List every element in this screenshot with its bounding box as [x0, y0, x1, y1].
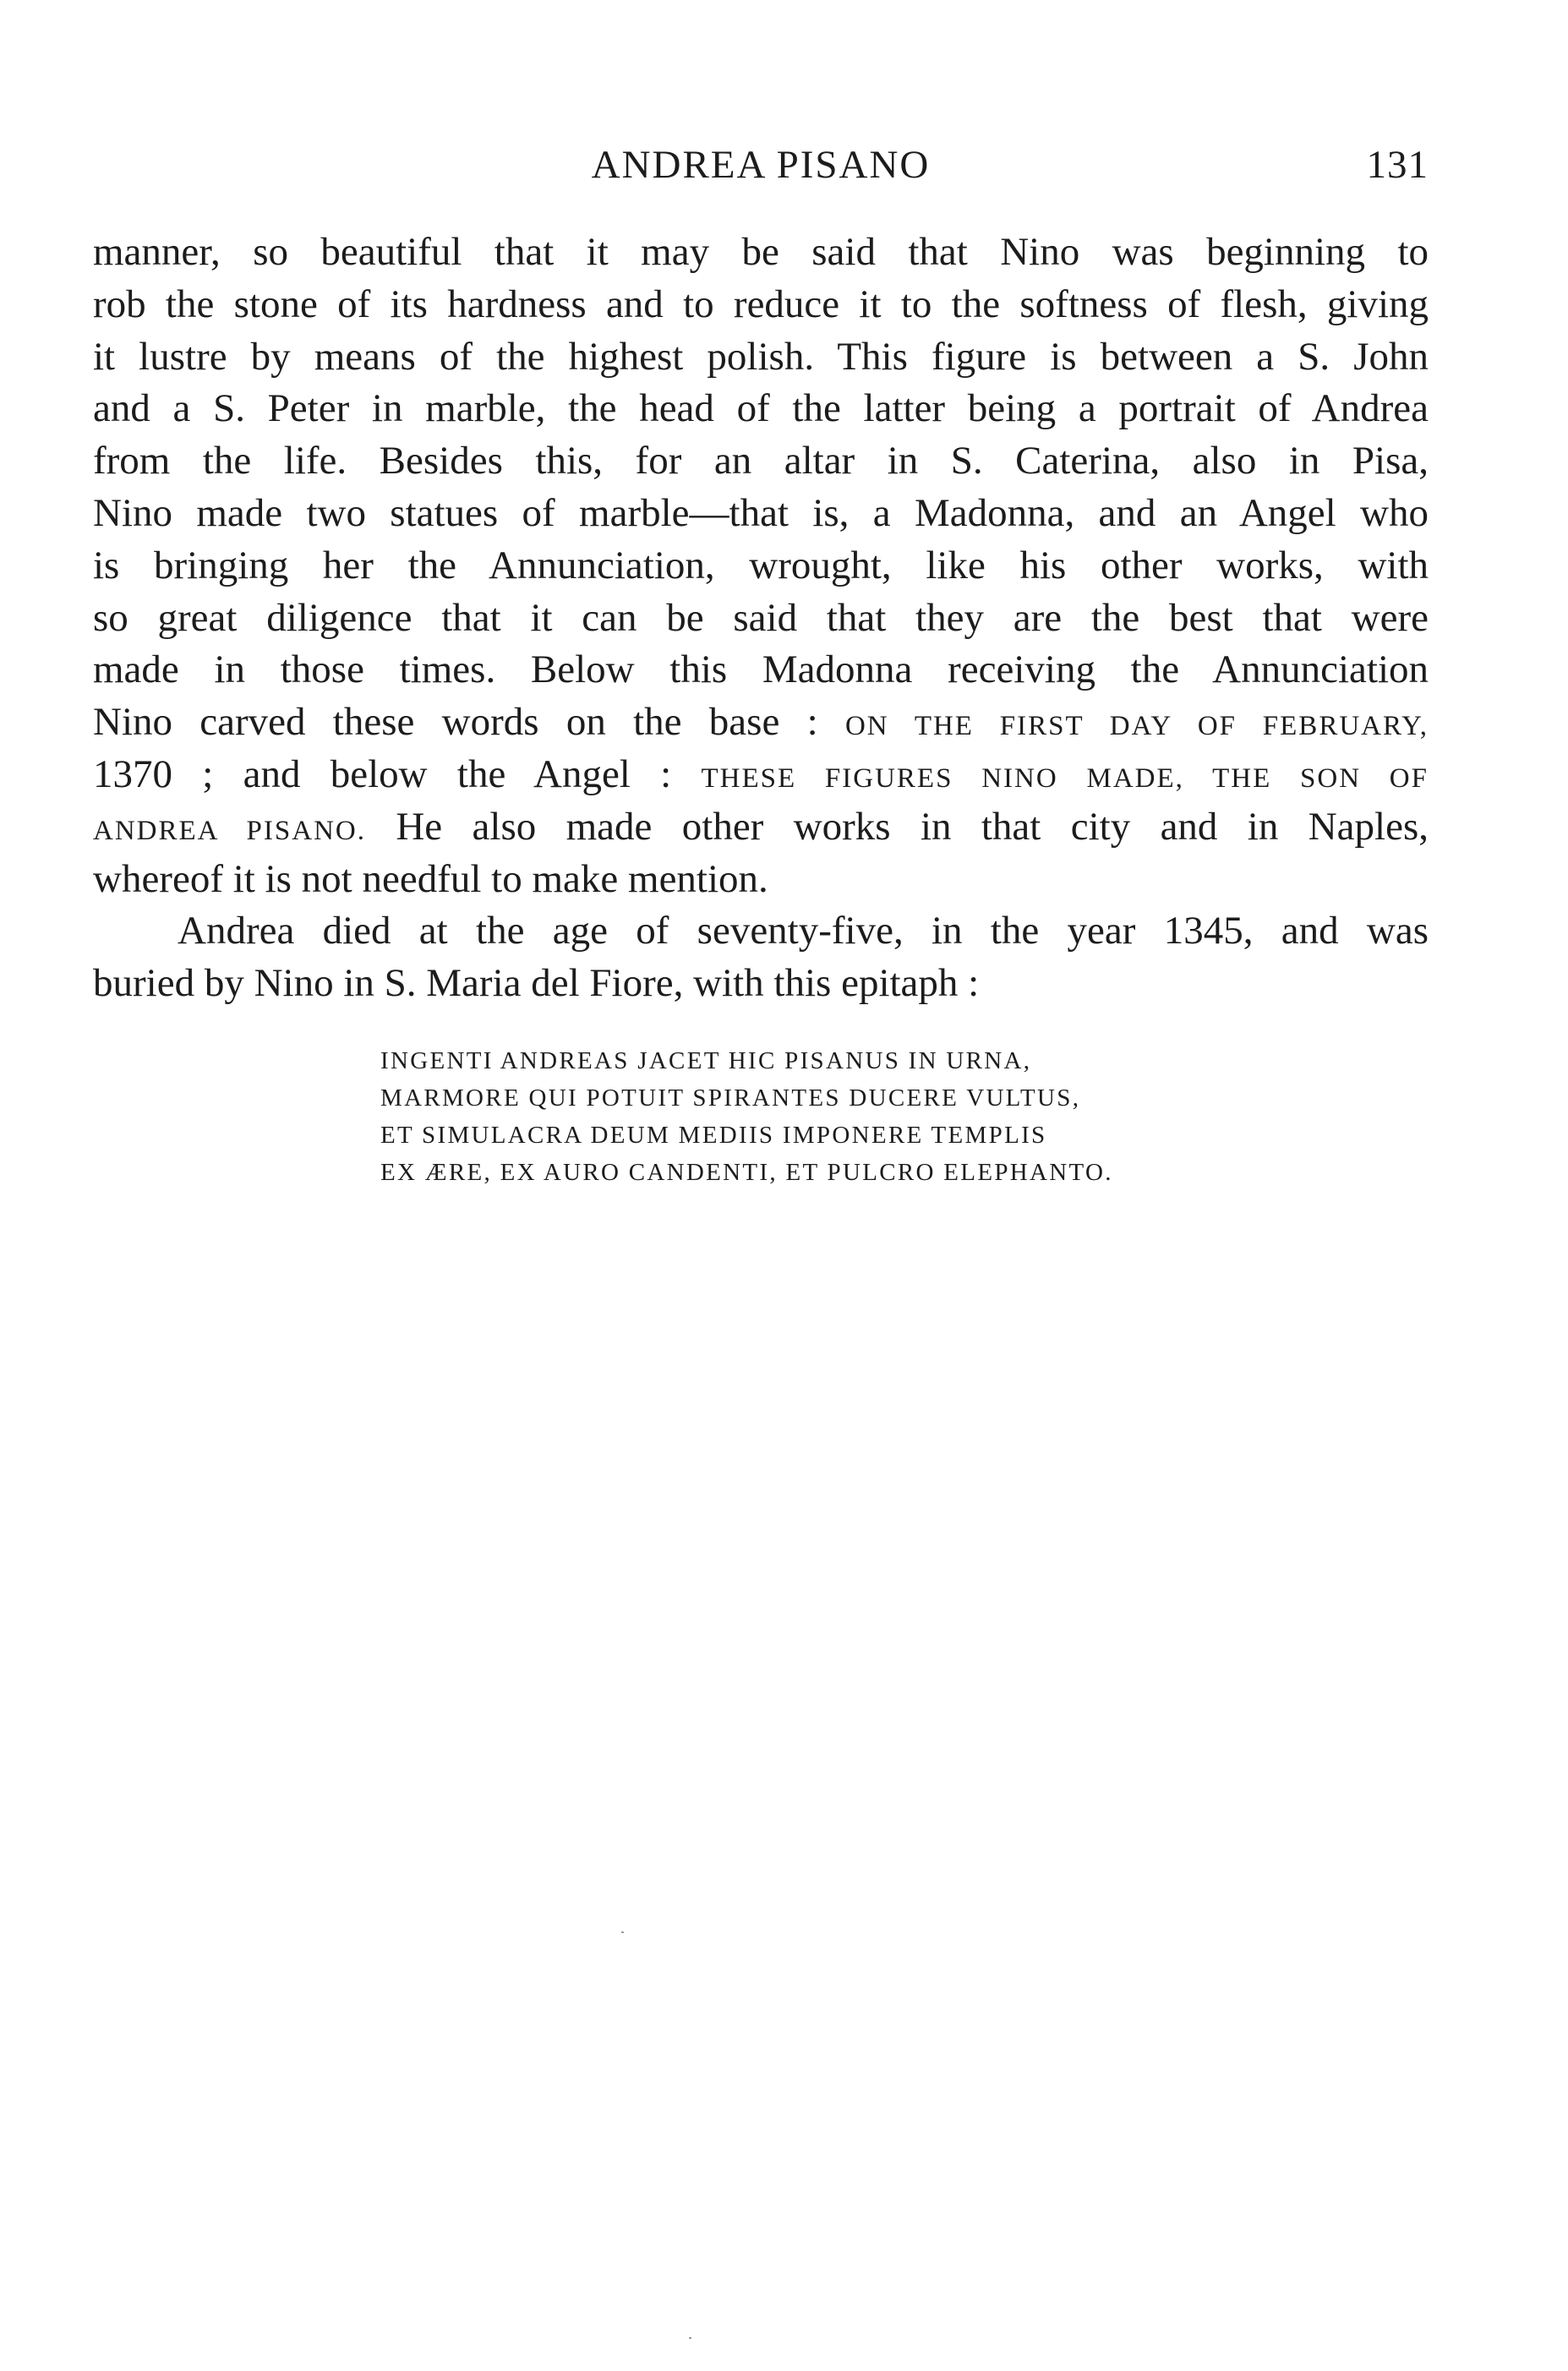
text-line: it lustre by means of the highest polish. This figure is between a S. John: [93, 334, 1429, 379]
small-caps-inscription: ANDREA PISANO.: [93, 815, 366, 846]
small-caps-inscription: ON THE FIRST DAY OF FEBRUARY,: [844, 711, 1429, 742]
scan-speck: [621, 1931, 624, 1933]
epitaph-block: [380, 1042, 1268, 1191]
scan-speck: [689, 2337, 691, 2339]
text-line: made in those times. Below this Madonna receiving the Annunciation: [93, 647, 1429, 692]
paragraph-2: [93, 905, 1429, 1010]
paragraph-1: [93, 227, 1429, 905]
line-text: 1370 ; and below the Angel :: [93, 751, 672, 796]
line-text: Nino carved these words on the base :: [93, 700, 818, 745]
text-line: Andrea died at the age of seventy-five, in the year 1345, and was: [178, 909, 1429, 953]
line-text: He also made other works in that city and in Naples,: [396, 804, 1429, 849]
body-text: [93, 227, 1429, 1010]
small-caps-inscription: THESE FIGURES NINO MADE, THE SON OF: [701, 762, 1429, 794]
text-line: is bringing her the Annunciation, wrought, like his other works, with: [93, 543, 1429, 587]
text-line: buried by Nino in S. Maria del Fiore, with this epitaph :: [93, 961, 980, 1006]
text-line: from the life. Besides this, for an altar in S. Caterina, also in Pisa,: [93, 439, 1429, 483]
text-line: [93, 801, 1429, 854]
text-line: [93, 749, 1429, 801]
epitaph-line: INGENTI ANDREAS JACET HIC PISANUS IN URNA,: [380, 1047, 1032, 1074]
text-line: whereof it is not needful to make mention.: [93, 856, 768, 901]
text-line: so great diligence that it can be said that they are the best that were: [93, 595, 1429, 640]
page-number: 131: [1366, 143, 1429, 187]
text-line: [93, 697, 1429, 749]
epitaph-line: MARMORE QUI POTUIT SPIRANTES DUCERE VULTUS,: [380, 1084, 1081, 1112]
text-line: rob the stone of its hardness and to reduce it to the softness of flesh, giving: [93, 281, 1429, 326]
epitaph-line: ET SIMULACRA DEUM MEDIIS IMPONERE TEMPLIS: [380, 1122, 1047, 1149]
running-title: ANDREA PISANO: [591, 143, 931, 187]
epitaph-line: EX ÆRE, EX AURO CANDENTI, ET PULCRO ELEPHANTO.: [380, 1159, 1113, 1186]
text-line: Nino made two statues of marble—that is, a Madonna, and an Angel who: [93, 490, 1429, 535]
text-line: manner, so beautiful that it may be said that Nino was beginning to: [93, 230, 1429, 274]
running-header: [93, 142, 1429, 193]
text-line: and a S. Peter in marble, the head of the latter being a portrait of Andrea: [93, 386, 1429, 431]
